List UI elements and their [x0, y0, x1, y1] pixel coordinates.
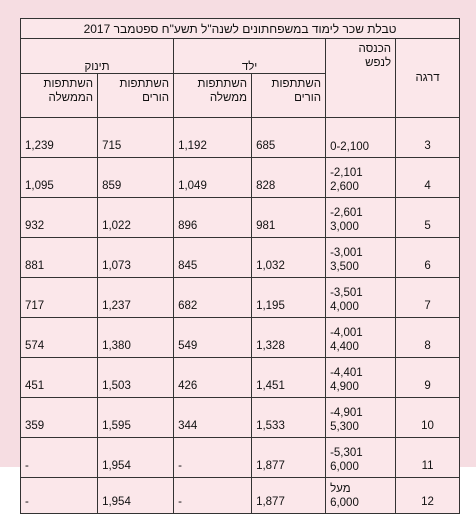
cell-infant-parents: 859	[98, 158, 174, 198]
table-row	[21, 238, 460, 278]
cell-child-gov: 896	[174, 198, 252, 238]
header-infant-parents	[98, 74, 174, 118]
header-child-parents-line2: הורים	[294, 92, 322, 104]
cell-child-gov: 1,049	[174, 158, 252, 198]
cell-income	[326, 478, 396, 514]
income-line2: 3,000	[330, 221, 359, 233]
header-child-gov	[174, 74, 252, 118]
income-line1: 3,001-	[330, 247, 363, 259]
cell-level: 12	[396, 478, 460, 514]
cell-infant-parents: 1,503	[98, 358, 174, 398]
cell-child-gov: 344	[174, 398, 252, 438]
table-row	[21, 278, 460, 318]
cell-child-gov: 682	[174, 278, 252, 318]
cell-infant-gov: 1,095	[21, 158, 98, 198]
cell-child-gov: 845	[174, 238, 252, 278]
cell-infant-gov: 451	[21, 358, 98, 398]
cell-level: 3	[396, 118, 460, 158]
cell-child-parents: 981	[252, 198, 326, 238]
cell-child-parents: 1,328	[252, 318, 326, 358]
cell-child-parents: 828	[252, 158, 326, 198]
cell-income	[326, 398, 396, 438]
cell-infant-gov: 574	[21, 318, 98, 358]
cell-child-gov: 426	[174, 358, 252, 398]
header-child-gov-line2: ממשלה	[209, 92, 248, 104]
table-row	[21, 438, 460, 478]
income-line2: 6,000	[330, 497, 359, 509]
income-line1: 5,301-	[330, 447, 363, 459]
cell-income	[326, 198, 396, 238]
header-infant-gov	[21, 74, 98, 118]
income-line2: 4,900	[330, 381, 359, 393]
cell-infant-gov: 359	[21, 398, 98, 438]
header-income-line2: לנפש	[365, 57, 392, 69]
income-line1: 2,601-	[330, 207, 363, 219]
header-infant-parents-line2: הורים	[142, 92, 170, 104]
cell-income	[326, 118, 396, 158]
cell-child-gov: -	[174, 438, 252, 478]
cell-income	[326, 358, 396, 398]
table-row	[21, 198, 460, 238]
table-row	[21, 358, 460, 398]
header-child-parents	[252, 74, 326, 118]
cell-income	[326, 438, 396, 478]
header-group-row	[21, 39, 460, 74]
income-line2: 3,500	[330, 261, 359, 273]
cell-child-gov: 549	[174, 318, 252, 358]
income-line2: 2,600	[330, 181, 359, 193]
header-income-per-capita	[326, 39, 396, 118]
cell-income	[326, 318, 396, 358]
header-income-line1: הכנסה	[358, 43, 392, 55]
cell-income	[326, 158, 396, 198]
header-level: דרגה	[396, 39, 460, 118]
cell-level: 5	[396, 198, 460, 238]
cell-level: 7	[396, 278, 460, 318]
income-line1: 2,101-	[330, 167, 363, 179]
cell-level: 9	[396, 358, 460, 398]
cell-infant-gov: 881	[21, 238, 98, 278]
cell-child-parents: 1,533	[252, 398, 326, 438]
header-infant-gov-line1: השתתפות	[43, 78, 94, 90]
cell-level: 11	[396, 438, 460, 478]
cell-child-parents: 1,451	[252, 358, 326, 398]
income-line2: 5,300	[330, 421, 359, 433]
tuition-fee-table	[20, 18, 460, 514]
cell-infant-parents: 1,954	[98, 438, 174, 478]
cell-infant-gov: 932	[21, 198, 98, 238]
cell-infant-parents: 1,022	[98, 198, 174, 238]
cell-level: 6	[396, 238, 460, 278]
income-line1: 4,401-	[330, 367, 363, 379]
table-title: טבלת שכר לימוד במשפחתונים לשנה"ל תשע"ח ספטמבר 2017	[21, 19, 460, 39]
cell-infant-parents: 1,237	[98, 278, 174, 318]
income-line1: 4,001-	[330, 327, 363, 339]
cell-child-parents: 1,032	[252, 238, 326, 278]
cell-infant-parents: 715	[98, 118, 174, 158]
income-line1: 0-2,100	[330, 141, 370, 153]
cell-child-parents: 1,195	[252, 278, 326, 318]
cell-infant-parents: 1,595	[98, 398, 174, 438]
table-row	[21, 478, 460, 514]
table-row	[21, 118, 460, 158]
header-infant-gov-line2: הממשלה	[48, 92, 94, 104]
cell-child-gov: -	[174, 478, 252, 514]
header-infant: תינוק	[21, 39, 174, 74]
cell-level: 8	[396, 318, 460, 358]
cell-infant-gov: -	[21, 478, 98, 514]
income-line1: 3,501-	[330, 287, 363, 299]
cell-infant-parents: 1,073	[98, 238, 174, 278]
cell-child-gov: 1,192	[174, 118, 252, 158]
header-child-gov-line1: השתתפות	[197, 78, 248, 90]
header-child-parents-line1: השתתפות	[271, 78, 322, 90]
table-row	[21, 158, 460, 198]
cell-infant-parents: 1,380	[98, 318, 174, 358]
income-line2: 6,000	[330, 461, 359, 473]
income-line2: 4,400	[330, 341, 359, 353]
cell-income	[326, 238, 396, 278]
cell-level: 4	[396, 158, 460, 198]
title-row	[21, 19, 460, 39]
cell-infant-gov: 717	[21, 278, 98, 318]
cell-infant-gov: 1,239	[21, 118, 98, 158]
income-line1: 4,901-	[330, 407, 363, 419]
cell-child-parents: 685	[252, 118, 326, 158]
header-child: ילד	[174, 39, 326, 74]
table-row	[21, 318, 460, 358]
cell-infant-parents: 1,954	[98, 478, 174, 514]
cell-level: 10	[396, 398, 460, 438]
header-infant-parents-line1: השתתפות	[119, 78, 170, 90]
table-row	[21, 398, 460, 438]
cell-infant-gov: -	[21, 438, 98, 478]
income-line2: 4,000	[330, 301, 359, 313]
cell-income	[326, 278, 396, 318]
income-line1: מעל	[330, 483, 351, 495]
cell-child-parents: 1,877	[252, 478, 326, 514]
cell-child-parents: 1,877	[252, 438, 326, 478]
